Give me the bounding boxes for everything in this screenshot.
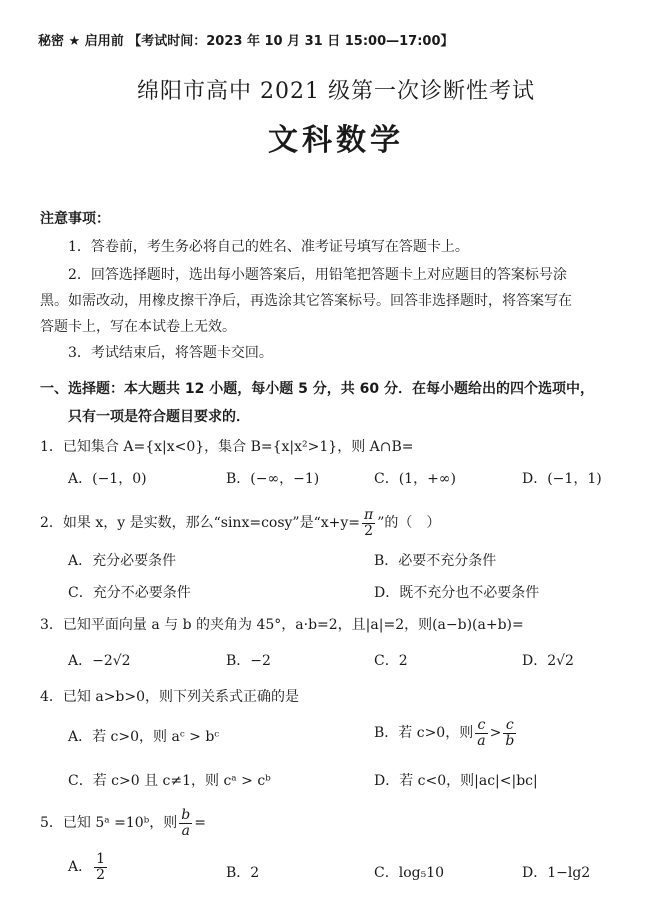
fraction-denominator: 2: [96, 866, 106, 883]
question-5-option-a-fraction: [94, 852, 107, 882]
section-1-heading: 一、选择题：本大题共 12 小题，每小题 5 分，共 60 分．在每小题给出的四个选项中，: [40, 381, 594, 397]
fraction-numerator: b: [181, 807, 191, 823]
question-2-option-a: A．充分必要条件: [68, 553, 177, 569]
section-1-subheading: 只有一项是符合题目要求的．: [68, 409, 250, 425]
question-2-stem: [40, 508, 440, 538]
question-5-fraction: [179, 808, 192, 838]
question-2-option-d: D．既不充分也不必要条件: [374, 585, 540, 601]
question-2-pi-fraction: [362, 508, 375, 538]
question-5-option-b: B．2: [226, 865, 260, 881]
question-2-option-c: C．充分不必要条件: [68, 585, 191, 601]
question-2-stem-post: ”的（ ）: [377, 515, 441, 532]
question-5-stem-pre: 5．已知 5ᵃ =10ᵇ，则: [40, 815, 178, 832]
question-5-option-d: D．1−lg2: [522, 865, 591, 881]
notice-heading: 注意事项：: [40, 211, 110, 227]
fraction-denominator: a: [477, 732, 486, 749]
question-1-option-d: D．(−1，1): [522, 471, 602, 487]
fraction-denominator: a: [181, 822, 190, 839]
question-4-option-b-gt: >: [489, 725, 502, 742]
question-4-option-b-pre: B．若 c>0，则: [374, 725, 474, 742]
question-5-eq: =: [194, 815, 206, 832]
fraction-numerator: c: [503, 718, 516, 734]
question-2-stem-pre: 2．如果 x，y 是实数，那么“sinx=cosy”是“x+y=: [40, 515, 361, 532]
secret-line: 秘密 ★ 启用前 【考试时间：2023 年 10 月 31 日 15:00—17:00】: [38, 34, 454, 49]
notice-item-2-line-1: 2．回答选择题时，选出每小题答案后，用铅笔把答题卡上对应题目的答案标号涂: [68, 267, 567, 283]
notice-item-3: 3．考试结束后，将答题卡交回。: [68, 345, 273, 361]
notice-item-2-line-2: 黑。如需改动，用橡皮擦干净后，再选涂其它答案标号。回答非选择题时，将答案写在: [40, 293, 572, 309]
question-4-stem: 4．已知 a>b>0，则下列关系式正确的是: [40, 689, 300, 705]
fraction-numerator: c: [475, 718, 487, 734]
question-3-option-d: D．2√2: [522, 653, 574, 669]
question-4-option-b-frac-2: [503, 718, 516, 748]
fraction-numerator: 1: [96, 851, 106, 867]
question-4-option-a: A．若 c>0，则 aᶜ > bᶜ: [68, 729, 220, 745]
question-1-stem: 1．已知集合 A={x|x<0}，集合 B={x|x²>1}，则 A∩B=: [40, 439, 414, 455]
question-1-option-c: C．(1，+∞): [374, 471, 456, 487]
question-4-option-d: D．若 c<0，则|ac|<|bc|: [374, 773, 538, 789]
question-5-stem: [40, 808, 206, 838]
question-5-option-a: [68, 852, 109, 882]
question-1-option-a: A．(−1，0): [68, 471, 147, 487]
exam-title: 绵阳市高中 2021 级第一次诊断性考试: [137, 79, 535, 104]
question-4-option-c: C．若 c>0 且 c≠1，则 cᵃ > cᵇ: [68, 773, 271, 789]
notice-item-1: 1．答卷前，考生务必将自己的姓名、准考证号填写在答题卡上。: [68, 239, 469, 255]
question-3-stem: 3．已知平面向量 a 与 b 的夹角为 45°，a·b=2，且|a|=2，则(a−b)(a+b)=: [40, 617, 524, 633]
question-1-option-b: B．(−∞，−1): [226, 471, 320, 487]
notice-item-2-line-3: 答题卡上，写在本试卷上无效。: [40, 319, 236, 335]
question-3-option-a: A．−2√2: [68, 653, 131, 669]
question-2-two: 2: [364, 522, 374, 539]
question-4-option-b: [374, 718, 518, 748]
question-4-option-b-frac-1: [475, 718, 487, 748]
fraction-denominator: b: [505, 732, 515, 749]
question-3-option-c: C．2: [374, 653, 408, 669]
question-2-pi: π: [364, 507, 374, 523]
subject-title: 文科数学: [268, 123, 404, 158]
question-2-option-b: B．必要不充分条件: [374, 553, 497, 569]
question-5-option-c: C．log₅10: [374, 865, 445, 881]
question-5-option-a-label: A．: [68, 859, 93, 876]
question-3-option-b: B．−2: [226, 653, 271, 669]
